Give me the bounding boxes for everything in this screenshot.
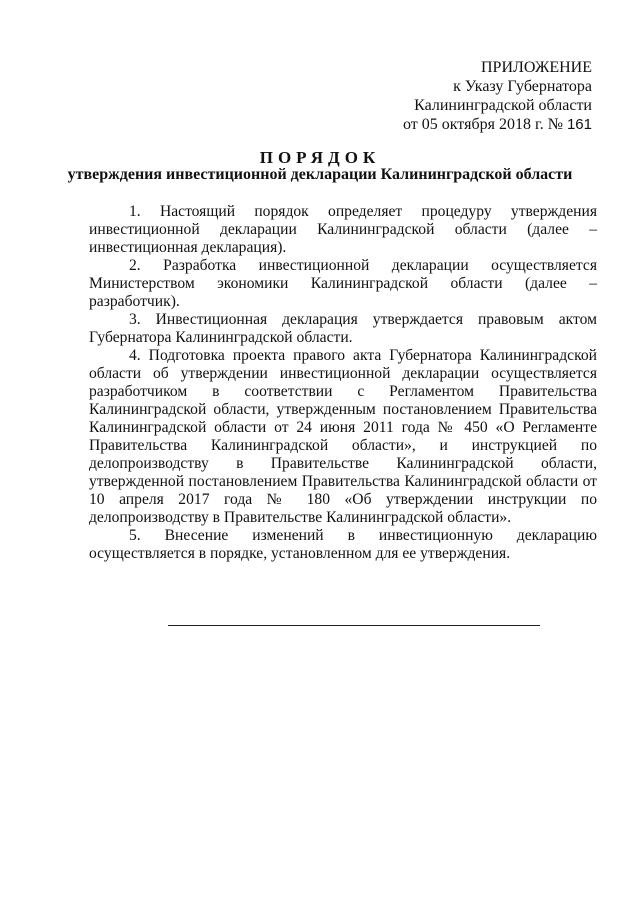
document-title: ПОРЯДОК — [259, 148, 381, 167]
paragraph-3: 3. Инвестиционная декларация утверждается правовым актом Губернатора Калининградской области. — [89, 311, 597, 346]
document-subtitle: утверждения инвестиционной декларации Калининградской области — [67, 166, 573, 183]
appendix-date-prefix: от — [402, 116, 418, 133]
appendix-line-region: Калининградской области — [414, 97, 592, 114]
appendix-line-decree: к Указу Губернатора — [453, 78, 592, 95]
appendix-date-line — [403, 115, 592, 134]
appendix-block — [403, 58, 592, 134]
paragraph-1: 1. Настоящий порядок определяет процедуру утверждения инвестиционной декларации Калининградской области (далее – инвестиционная декларация). — [89, 203, 597, 256]
appendix-title: ПРИЛОЖЕНИЕ — [480, 59, 592, 76]
paragraph-2: 2. Разработка инвестиционной декларации осуществляется Министерством экономики Калининградской области (далее – разработчик). — [89, 257, 597, 310]
end-divider — [168, 625, 540, 626]
document-body — [89, 203, 597, 563]
appendix-date-value: 05 октября 2018 г. № — [421, 116, 563, 133]
paragraph-4: 4. Подготовка проекта правого акта Губернатора Калининградской области об утверждении инвестиционной декларации осуществляется разработчиком в соответствии с Регламентом Правительства Калининградской области, утвержденным постановлением Правительства Калининградской области от 24 июня 2011 года № 450 «О Регламенте Правительства Калининградской области», и инструкцией по делопроизводству в Правительстве Калининградской области, утвержденной постановлением Правительства Калининградской области от 10 апреля 2017 года № 180 «Об утверждении инструкции по делопроизводству в Правительстве Калининградской области». — [89, 347, 597, 526]
paragraph-5: 5. Внесение изменений в инвестиционную декларацию осуществляется в порядке, установленном для ее утверждения. — [89, 527, 597, 562]
appendix-number: 161 — [566, 116, 592, 133]
